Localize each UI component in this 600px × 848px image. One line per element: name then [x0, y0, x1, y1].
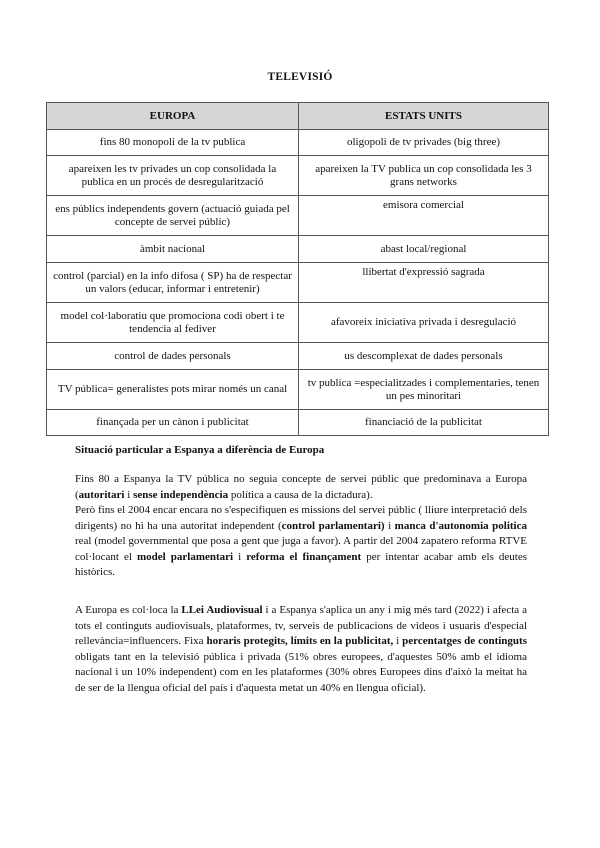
- table-row: [47, 196, 549, 236]
- bold-text: percentatges de continguts: [402, 635, 527, 647]
- text-run: i: [124, 488, 134, 501]
- table-cell: us descomplexat de dades personals: [299, 343, 549, 370]
- table-cell: tv publica =especialitzades i complementaries, tenen un pes minoritari: [299, 370, 549, 410]
- table-cell: emisora comercial: [299, 196, 549, 236]
- table-cell: abast local/regional: [299, 236, 549, 263]
- table-cell: finançada per un cànon i publicitat: [47, 410, 299, 436]
- header-estats-units: ESTATS UNITS: [299, 103, 549, 130]
- comparison-table: [46, 102, 549, 436]
- bold-text: control parlamentari): [281, 519, 385, 532]
- table-row: [47, 410, 549, 436]
- table-cell: apareixen les tv privades un cop consolidada la publica en un procés de desregularització: [47, 156, 299, 196]
- table-cell: TV pública= generalistes pots mirar només un canal: [47, 370, 299, 410]
- paragraph-europe-law: [75, 603, 527, 696]
- text-run: Fins 80 a Espanya la TV pública no seguia concepte de servei públic que predominava a Europa (: [75, 473, 527, 501]
- table-row: [47, 303, 549, 343]
- table-row: [47, 130, 549, 156]
- table-cell: ens públics independents govern (actuació guiada pel concepte de servei públic): [47, 196, 299, 236]
- table-cell: financiació de la publicitat: [299, 410, 549, 436]
- table-row: [47, 263, 549, 303]
- bold-text: manca d'autonomia politica: [394, 519, 527, 532]
- bold-text: model parlamentari: [137, 550, 234, 563]
- text-run: política a causa de la dictadura).: [228, 488, 373, 501]
- table-row: [47, 236, 549, 263]
- section-heading: Situació particular a Espanya a diferència de Europa: [75, 444, 325, 456]
- text-run: i: [384, 519, 395, 532]
- bold-text: LLei Audiovisual: [181, 604, 263, 616]
- text-run: per intentar acabar amb els deutes històrics.: [75, 550, 527, 578]
- table-row: [47, 156, 549, 196]
- text-run: Però fins el 2004 encar encara no s'especifiquen es missions del servei públic ( lliure interpretació dels dirigents) no hi ha una autoritat independent (: [75, 504, 527, 532]
- bold-text: autoritari: [78, 488, 125, 501]
- table-cell: control (parcial) en la info difosa ( SP) ha de respectar un valors (educar, informar i entretenir): [47, 263, 299, 303]
- table-cell: afavoreix iniciativa privada i desregulació: [299, 303, 549, 343]
- bold-text: sense independència: [133, 488, 229, 501]
- text-run: i: [393, 635, 403, 647]
- text-run: obligats tant en la televisió pública i privada (51% obres europees, d'aquestes 50% amb el idioma nacional i un 10% independent) com en les plataformes (30% obres Europees dins d'això la meitat ha de ser de la llengua oficial del país i d'aquesta metat un 40% en llengua oficial).: [75, 650, 527, 694]
- text-run: real (model governmental que posa a gent que juga a favor). A partir del 2004 zapatero reforma RTVE col·locant el: [75, 535, 527, 563]
- table-cell: llibertat d'expressió sagrada: [299, 263, 549, 303]
- table-cell: model col·laboratiu que promociona codi obert i te tendencia al fediver: [47, 303, 299, 343]
- table-cell: control de dades personals: [47, 343, 299, 370]
- header-europa: EUROPA: [47, 103, 299, 130]
- table-cell: oligopoli de tv privades (big three): [299, 130, 549, 156]
- text-run: i a Espanya s'aplica un any i mig més tard (2022) i afecta a tots el continguts audiovisuals, plataformes, tv, serveis de publicacions de videos i usuaris d'especial rellevància=influencers. Fixa: [75, 604, 527, 647]
- table-cell: fins 80 monopoli de la tv publica: [47, 130, 299, 156]
- table-row: [47, 343, 549, 370]
- text-run: i: [233, 550, 247, 563]
- table-row: [47, 370, 549, 410]
- paragraph-spain: [75, 472, 527, 581]
- table-cell: apareixen la TV publica un cop consolidada les 3 grans networks: [299, 156, 549, 196]
- table-header-row: [47, 103, 549, 130]
- bold-text: reforma el finançament: [246, 550, 362, 563]
- bold-text: horaris protegits, límits en la publicitat,: [206, 635, 394, 647]
- text-run: A Europa es col·loca la: [75, 604, 182, 616]
- table-cell: àmbit nacional: [47, 236, 299, 263]
- document-title: TELEVISIÓ: [267, 71, 333, 83]
